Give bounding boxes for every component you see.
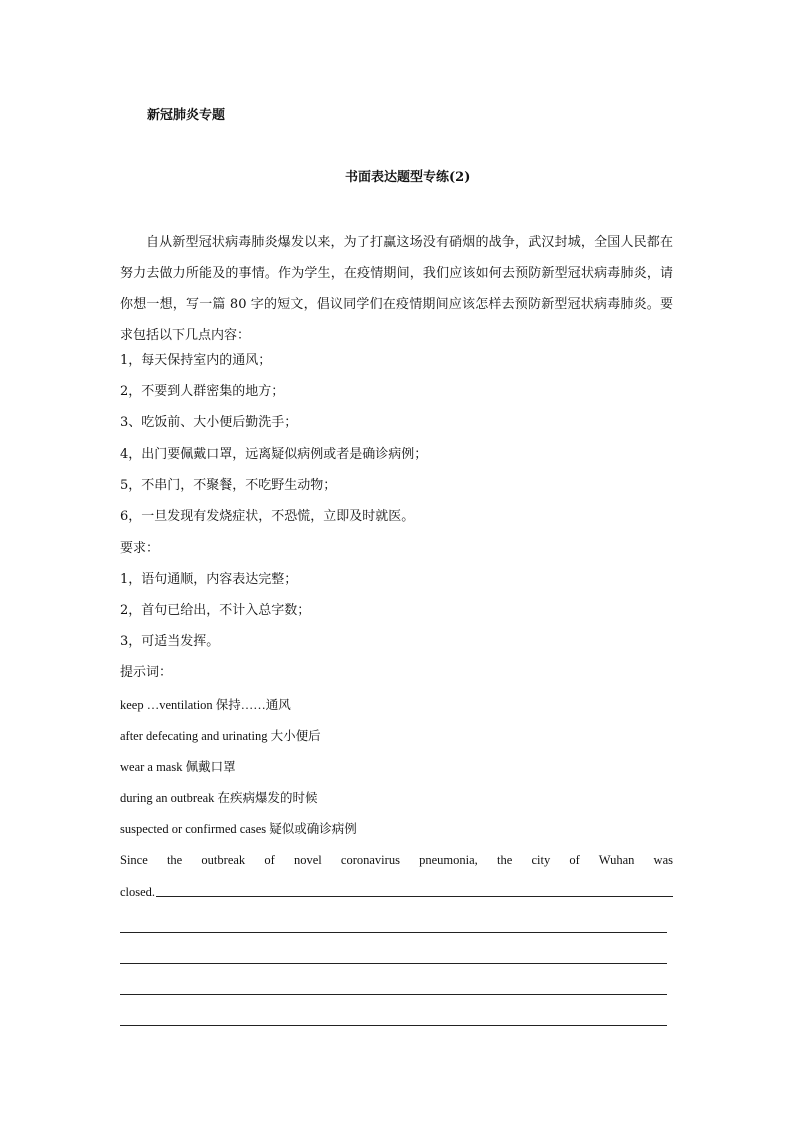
hint-item: wear a mask 佩戴口罩 — [120, 760, 236, 774]
answer-line[interactable] — [120, 994, 667, 995]
point-item: 1，每天保持室内的通风； — [120, 353, 272, 368]
requirement-item: 1，语句通顺，内容表达完整； — [120, 572, 298, 587]
point-item: 5，不串门，不聚餐，不吃野生动物； — [120, 478, 337, 493]
hint-item: suspected or confirmed cases 疑似或确诊病例 — [120, 822, 357, 836]
answer-line[interactable] — [120, 932, 667, 933]
answer-line[interactable] — [120, 963, 667, 964]
hints-heading: 提示词： — [120, 665, 173, 680]
answer-line[interactable] — [120, 1025, 667, 1026]
requirement-item: 2，首句已给出，不计入总字数； — [120, 603, 311, 618]
opening-continuation-row — [120, 883, 673, 901]
hint-item: during an outbreak 在疾病爆发的时候 — [120, 791, 318, 805]
hint-item: keep …ventilation 保持……通风 — [120, 698, 291, 712]
opening-continuation: closed. — [120, 885, 156, 899]
opening-sentence: Since the outbreak of novel coronavirus pneumonia, the city of Wuhan was — [120, 853, 673, 867]
requirements-heading: 要求： — [120, 541, 160, 556]
point-item: 2，不要到人群密集的地方； — [120, 384, 285, 399]
point-item: 4，出门要佩戴口罩，远离疑似病例或者是确诊病例； — [120, 447, 428, 462]
point-item: 6，一旦发现有发烧症状，不恐慌，立即及时就医。 — [120, 509, 415, 524]
requirement-item: 3，可适当发挥。 — [120, 634, 220, 649]
intro-paragraph: 自从新型冠状病毒肺炎爆发以来，为了打赢这场没有硝烟的战争，武汉封城，全国人民都在努力去做力所能及的事情。作为学生，在疫情期间，我们应该如何去预防新型冠状病毒肺炎，请你想一想，写一篇 80 字的短文，倡议同学们在疫情期间应该怎样去预防新型冠状病毒肺炎。要求包括以下几点内容： — [120, 235, 673, 343]
topic-label: 新冠肺炎专题 — [147, 108, 226, 123]
answer-line[interactable] — [156, 896, 673, 897]
page-title: 书面表达题型专练(2) — [345, 170, 471, 185]
point-item: 3、吃饭前、大小便后勤洗手； — [120, 415, 298, 430]
hint-item: after defecating and urinating 大小便后 — [120, 729, 321, 743]
